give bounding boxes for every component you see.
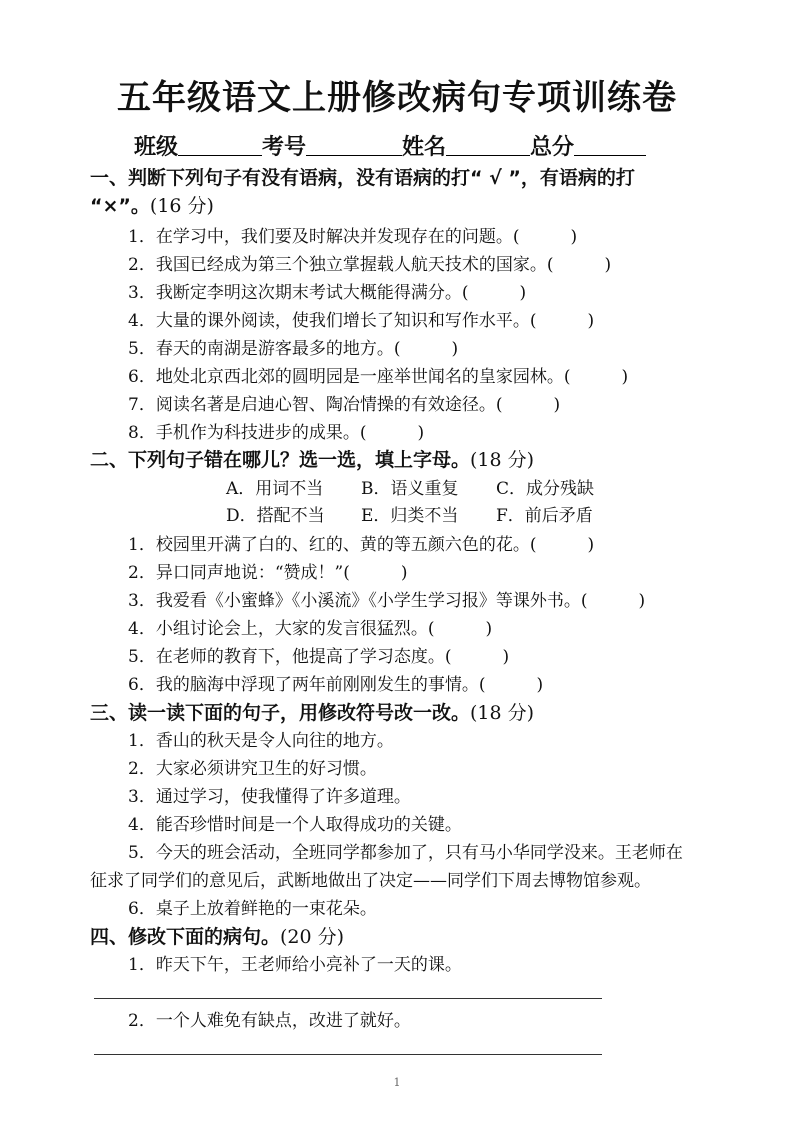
option-e: E．归类不当 bbox=[361, 506, 459, 526]
section2-heading: 二、下列句子错在哪儿？选一选，填上字母。(18 分) bbox=[90, 449, 535, 471]
section1-item-4: 4．大量的课外阅读，使我们增长了知识和写作水平。( ) bbox=[128, 311, 595, 331]
section2-item-3: 3．我爱看《小蜜蜂》《小溪流》《小学生学习报》等课外书。( ) bbox=[128, 591, 646, 611]
section1-points: (16 分) bbox=[149, 195, 214, 217]
score-field[interactable] bbox=[574, 133, 646, 156]
section2-points: (18 分) bbox=[470, 449, 535, 471]
section1-heading: 一、判断下列句子有没有语病，没有语病的打“ √ ”，有语病的打 bbox=[90, 167, 635, 189]
option-c: C．成分残缺 bbox=[496, 479, 595, 499]
page-title: 五年级语文上册修改病句专项训练卷 bbox=[117, 78, 677, 118]
section1-item-2: 2．我国已经成为第三个独立掌握载人航天技术的国家。( ) bbox=[128, 255, 612, 275]
section2-item-1: 1．校园里开满了白的、红的、黄的等五颜六色的花。( ) bbox=[128, 535, 595, 555]
section4-item-2: 2．一个人难免有缺点，改进了就好。 bbox=[128, 1011, 411, 1031]
class-label: 班级 bbox=[134, 134, 179, 160]
page-number: 1 bbox=[393, 1076, 401, 1089]
section3-points: (18 分) bbox=[470, 702, 535, 724]
section1-item-1: 1．在学习中，我们要及时解决并发现存在的问题。( ) bbox=[128, 227, 578, 247]
options-row-1 bbox=[226, 475, 631, 503]
score-label: 总分 bbox=[530, 134, 575, 160]
section3-item-2: 2．大家必须讲究卫生的好习惯。 bbox=[128, 759, 377, 779]
section3-item-3: 3．通过学习，使我懂得了许多道理。 bbox=[128, 787, 411, 807]
section1-item-3: 3．我断定李明这次期末考试大概能得满分。( ) bbox=[128, 283, 527, 303]
section3-item-4: 4．能否珍惜时间是一个人取得成功的关键。 bbox=[128, 815, 462, 835]
exam-no-field[interactable] bbox=[306, 133, 402, 156]
student-info-row bbox=[134, 130, 694, 161]
option-a: A．用词不当 bbox=[226, 479, 324, 499]
answer-line-2[interactable] bbox=[94, 1054, 602, 1055]
section1-item-8: 8．手机作为科技进步的成果。( ) bbox=[128, 423, 425, 443]
section4-item-1: 1．昨天下午，王老师给小亮补了一天的课。 bbox=[128, 955, 462, 975]
section3-item-1: 1．香山的秋天是令人向往的地方。 bbox=[128, 731, 394, 751]
option-b: B．语义重复 bbox=[361, 479, 459, 499]
option-d: D．搭配不当 bbox=[226, 506, 325, 526]
name-label: 姓名 bbox=[402, 134, 447, 160]
section3-item-5: 5．今天的班会活动，全班同学都参加了，只有马小华同学没来。王老师在 bbox=[128, 843, 683, 863]
section2-item-6: 6．我的脑海中浮现了两年前刚刚发生的事情。( ) bbox=[128, 675, 544, 695]
section2-item-2: 2．异口同声地说：“赞成！”( ) bbox=[128, 563, 408, 583]
name-field[interactable] bbox=[446, 133, 530, 156]
option-f: F．前后矛盾 bbox=[496, 506, 593, 526]
section1-item-7: 7．阅读名著是启迪心智、陶冶情操的有效途径。( ) bbox=[128, 395, 561, 415]
exam-no-label: 考号 bbox=[262, 134, 307, 160]
section4-heading: 四、修改下面的病句。(20 分) bbox=[90, 926, 345, 948]
section3-heading: 三、读一读下面的句子，用修改符号改一改。(18 分) bbox=[90, 702, 535, 724]
section1-heading-cont: “×”。(16 分) bbox=[90, 195, 214, 217]
class-field[interactable] bbox=[178, 133, 262, 156]
section1-item-6: 6．地处北京西北郊的圆明园是一座举世闻名的皇家园林。( ) bbox=[128, 367, 629, 387]
section1-item-5: 5．春天的南湖是游客最多的地方。( ) bbox=[128, 339, 459, 359]
section2-item-5: 5．在老师的教育下，他提高了学习态度。( ) bbox=[128, 647, 510, 667]
section3-item-5-cont: 征求了同学们的意见后，武断地做出了决定——同学们下周去博物馆参观。 bbox=[90, 871, 651, 891]
section4-points: (20 分) bbox=[280, 926, 345, 948]
options-row-2 bbox=[226, 502, 631, 530]
section2-item-4: 4．小组讨论会上，大家的发言很猛烈。( ) bbox=[128, 619, 493, 639]
section3-item-6: 6．桌子上放着鲜艳的一束花朵。 bbox=[128, 899, 377, 919]
answer-line-1[interactable] bbox=[94, 998, 602, 999]
